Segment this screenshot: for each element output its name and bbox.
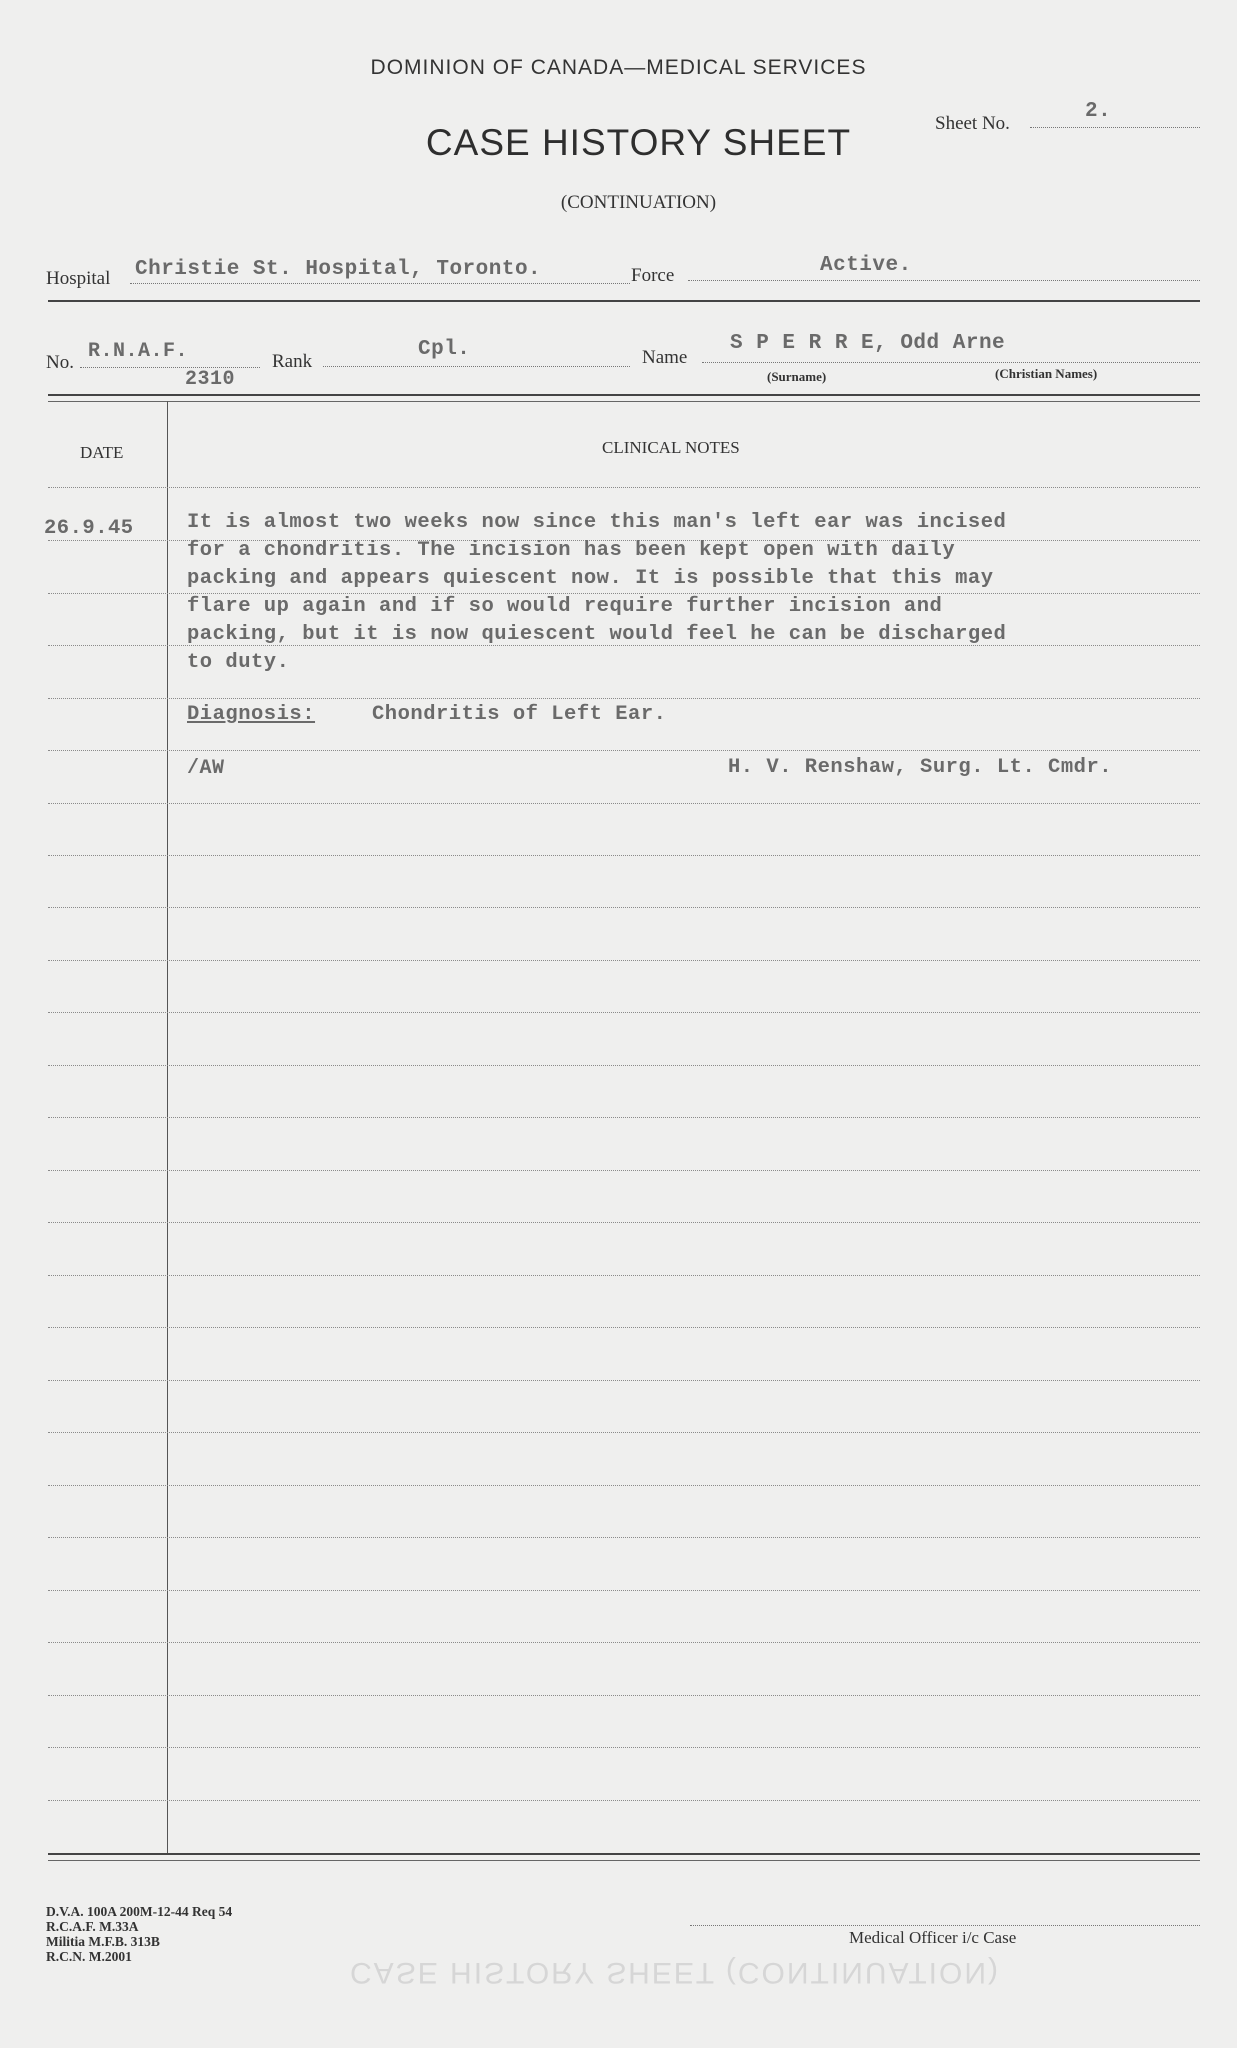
page-title: CASE HISTORY SHEET — [425, 122, 852, 163]
service-number-label: No. — [46, 352, 74, 373]
table-row — [48, 1642, 1200, 1643]
header-rule — [48, 300, 1200, 302]
table-row — [48, 1590, 1200, 1591]
name-line — [702, 362, 1200, 363]
hospital-label: Hospital — [46, 268, 111, 289]
force-label: Force — [631, 265, 675, 286]
note-line-1: It is almost two weeks now since this man's left ear was incised — [187, 511, 1007, 534]
table-row — [48, 1222, 1200, 1223]
table-row — [48, 1065, 1200, 1066]
diagnosis-value: Chondritis of Left Ear. — [372, 703, 667, 726]
physician-signature: H. V. Renshaw, Surg. Lt. Cmdr. — [728, 756, 1113, 779]
table-bottom-rule-2 — [48, 1860, 1200, 1861]
note-line-6: to duty. — [187, 651, 290, 674]
table-row — [48, 1117, 1200, 1118]
force-line — [688, 280, 1200, 281]
note-line-5: packing, but it is now quiescent would feel he can be discharged — [187, 623, 1007, 646]
note-line-4: flare up again and if so would require further incision and — [187, 595, 943, 618]
officer-signature-line — [690, 1925, 1200, 1926]
table-row — [48, 698, 1200, 699]
date-column-header: DATE — [80, 443, 124, 462]
table-row — [48, 1695, 1200, 1696]
table-row — [48, 750, 1200, 751]
typist-initials: /AW — [187, 757, 225, 780]
officer-label: Medical Officer i/c Case — [849, 1928, 1017, 1947]
page-subtitle: (CONTINUATION) — [560, 192, 717, 213]
table-row — [48, 1800, 1200, 1801]
rank-line — [323, 366, 630, 367]
service-number-value-2: 2310 — [185, 368, 236, 391]
form-code: D.V.A. 100A 200M-12-44 Req 54 — [46, 1904, 233, 1919]
table-row — [48, 1432, 1200, 1433]
diagnosis-label: Diagnosis: — [187, 703, 316, 726]
name-label: Name — [642, 347, 688, 368]
table-row — [48, 1380, 1200, 1381]
bleed-through-title: CASE HISTORY SHEET (CONTINUATION) — [350, 1956, 1000, 1989]
sheet-number-line — [1030, 127, 1200, 128]
note-line-3: packing and appears quiescent now. It is possible that this may — [187, 567, 994, 590]
service-number-value-1: R.N.A.F. — [88, 340, 189, 363]
table-row — [48, 907, 1200, 908]
date-column-divider — [167, 401, 168, 1853]
force-value: Active. — [820, 254, 912, 277]
table-row — [48, 1327, 1200, 1328]
christian-names-caption: (Christian Names) — [995, 366, 1098, 381]
surname-caption: (Surname) — [767, 369, 827, 384]
table-row — [48, 803, 1200, 804]
table-row — [48, 1747, 1200, 1748]
rank-value: Cpl. — [418, 338, 471, 361]
table-row — [48, 1012, 1200, 1013]
sheet-number-value: 2. — [1085, 100, 1112, 123]
sheet-number-label: Sheet No. — [935, 113, 1010, 134]
note-line-2: for a chondritis. The incision has been kept open with daily — [187, 539, 956, 562]
table-row — [48, 1170, 1200, 1171]
table-row — [48, 960, 1200, 961]
clinical-notes-column-header: CLINICAL NOTES — [602, 438, 740, 457]
rank-label: Rank — [272, 351, 313, 372]
hospital-line — [130, 283, 630, 284]
form-codes — [46, 1904, 232, 1964]
table-row — [48, 487, 1200, 488]
hospital-value: Christie St. Hospital, Toronto. — [135, 258, 542, 281]
form-code: Militia M.F.B. 313B — [46, 1934, 160, 1949]
table-row — [48, 1485, 1200, 1486]
table-row — [48, 855, 1200, 856]
table-row — [48, 1537, 1200, 1538]
table-top-rule-2 — [48, 401, 1200, 402]
table-bottom-rule — [48, 1853, 1200, 1855]
form-code: R.C.N. M.2001 — [46, 1949, 132, 1964]
entry-date: 26.9.45 — [44, 517, 134, 540]
form-code: R.C.A.F. M.33A — [46, 1919, 139, 1934]
name-value: S P E R R E, Odd Arne — [730, 332, 1006, 355]
table-row — [48, 593, 1200, 594]
table-top-rule-1 — [48, 394, 1200, 396]
table-row — [48, 1275, 1200, 1276]
agency-heading: DOMINION OF CANADA—MEDICAL SERVICES — [370, 56, 867, 79]
